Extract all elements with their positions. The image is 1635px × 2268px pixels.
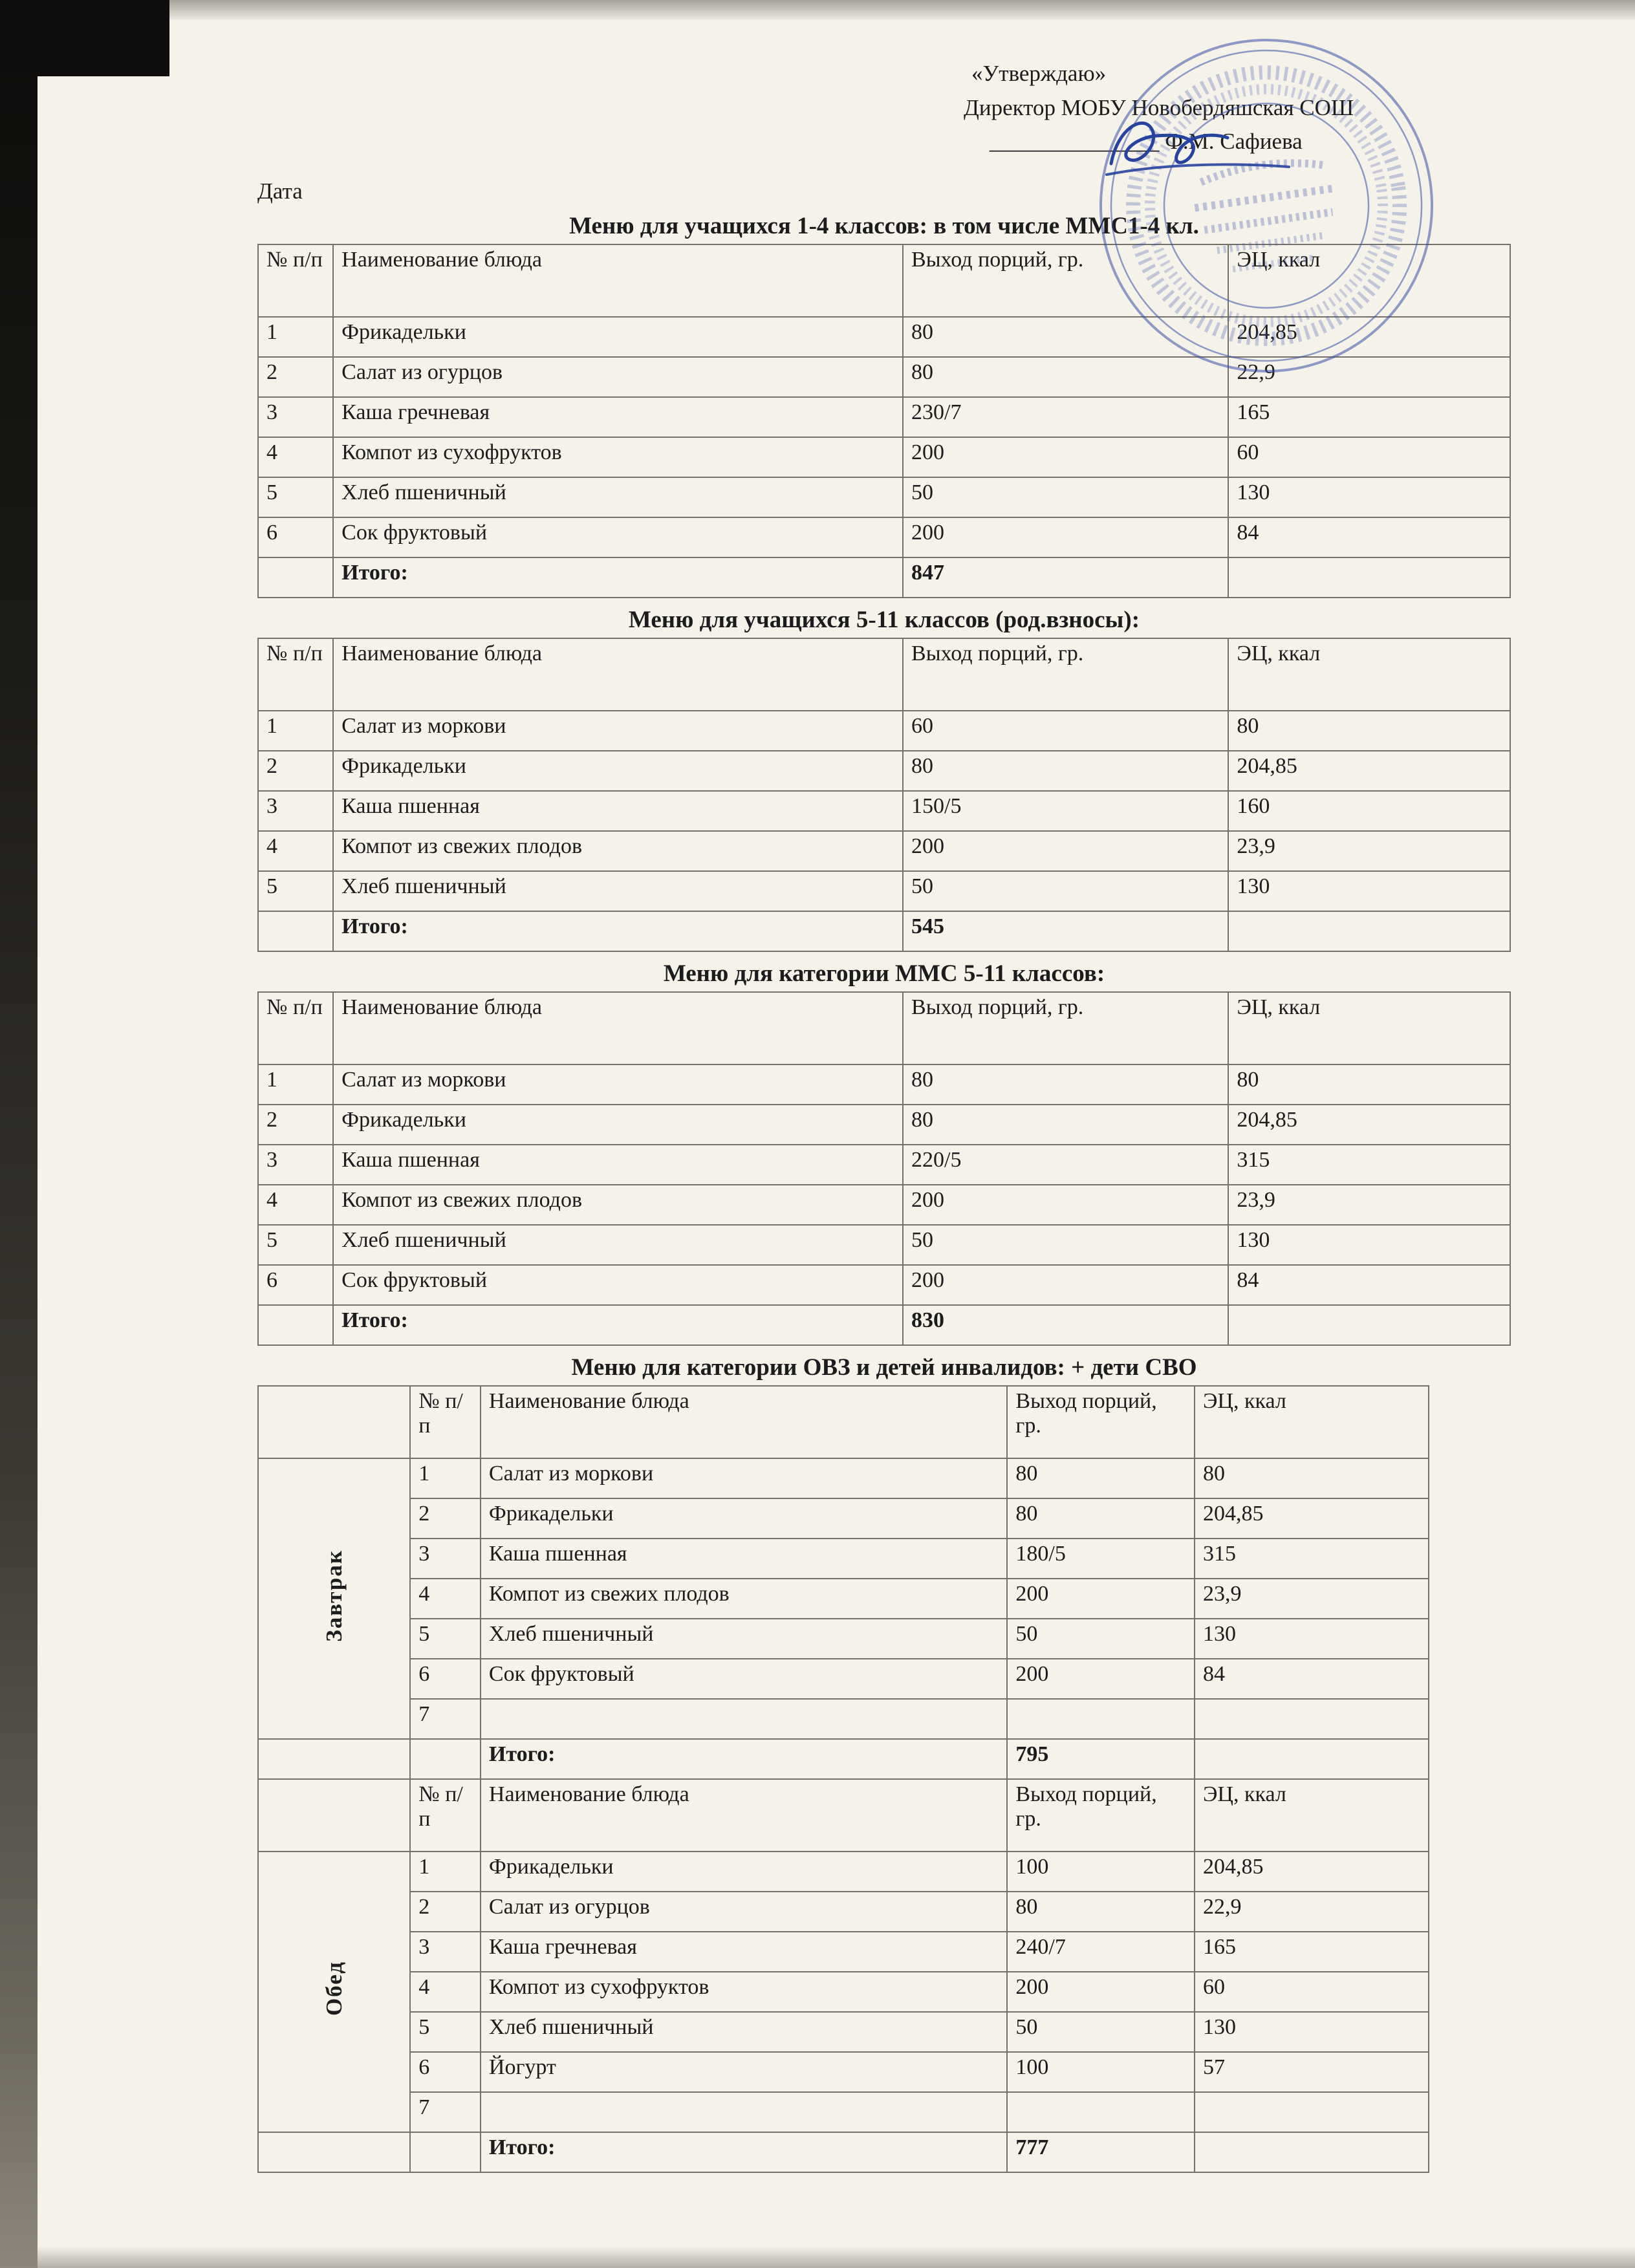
table-cell: 165	[1228, 397, 1510, 437]
table-cell	[1195, 1699, 1429, 1739]
table-row	[258, 1498, 1429, 1539]
table-cell: Компот из сухофруктов	[333, 437, 903, 477]
total-row	[258, 911, 1510, 951]
table-row	[258, 517, 1510, 557]
table-cell: 80	[1007, 1498, 1195, 1539]
table-cell: 315	[1195, 1539, 1429, 1579]
total-value: 830	[903, 1305, 1228, 1345]
total-row	[258, 557, 1510, 598]
total-value: 545	[903, 911, 1228, 951]
table-cell	[410, 1739, 481, 1779]
table-cell: 50	[903, 1225, 1228, 1265]
table-row	[258, 1932, 1429, 1972]
approval-signature-line	[964, 125, 1511, 159]
table-cell: 1	[410, 1458, 481, 1498]
table-cell: Салат из моркови	[481, 1458, 1008, 1498]
table-title-mmc-5-11: Меню для категории ММС 5-11 классов:	[663, 960, 1105, 987]
table-cell: Фрикадельки	[481, 1852, 1008, 1892]
table-cell: 80	[903, 357, 1228, 397]
table-row	[258, 2052, 1429, 2092]
table-cell: 200	[1007, 1659, 1195, 1699]
table-cell: 57	[1195, 2052, 1429, 2092]
total-value: 777	[1007, 2132, 1195, 2172]
table-cell: 22,9	[1228, 357, 1510, 397]
table-cell: 200	[903, 831, 1228, 871]
column-header: Наименование блюда	[333, 638, 903, 711]
column-header: Наименование блюда	[481, 1386, 1008, 1458]
table-cell: 5	[410, 2012, 481, 2052]
scan-edge-top	[0, 0, 1635, 19]
table-cell: 204,85	[1228, 1105, 1510, 1145]
table-cell: 200	[1007, 1579, 1195, 1619]
table-cell: 50	[903, 871, 1228, 911]
table-cell: 1	[258, 711, 333, 751]
table-cell	[1228, 1305, 1510, 1345]
table-cell: 80	[1007, 1458, 1195, 1498]
table-cell: 6	[258, 517, 333, 557]
meal-spacer-cell	[258, 2132, 410, 2172]
table-cell: Хлеб пшеничный	[481, 1619, 1008, 1659]
table-header-row	[258, 992, 1510, 1064]
table-cell: 6	[410, 2052, 481, 2092]
table-cell: Каша гречневая	[333, 397, 903, 437]
table-title-ovz-svo: Меню для категории ОВЗ и детей инвалидов: + дети СВО	[571, 1354, 1197, 1381]
column-header: Наименование блюда	[333, 244, 903, 317]
table-cell: Каша гречневая	[481, 1932, 1008, 1972]
meal-label: Обед	[321, 1961, 347, 2016]
table-header-row	[258, 244, 1510, 317]
table-cell: Сок фруктовый	[481, 1659, 1008, 1699]
column-header: № п/п	[258, 992, 333, 1064]
table-header-row	[258, 1386, 1429, 1458]
table-cell: 4	[258, 1185, 333, 1225]
table-header-row	[258, 1779, 1429, 1852]
table-row	[258, 711, 1510, 751]
table-cell: 7	[410, 1699, 481, 1739]
table-row	[258, 477, 1510, 517]
table-cell: 84	[1228, 517, 1510, 557]
table-cell: 5	[410, 1619, 481, 1659]
table-cell: 220/5	[903, 1145, 1228, 1185]
table-cell: Йогурт	[481, 2052, 1008, 2092]
table-cell	[258, 911, 333, 951]
table-cell: 200	[903, 437, 1228, 477]
table-title-1-4: Меню для учащихся 1-4 классов: в том числе ММС1-4 кл.	[569, 212, 1199, 239]
table-row	[258, 1699, 1429, 1739]
scan-corner-black	[0, 0, 169, 76]
table-row	[258, 317, 1510, 357]
signature-blank: _______________	[990, 129, 1160, 154]
table-cell: 4	[410, 1579, 481, 1619]
table-cell: 204,85	[1228, 751, 1510, 791]
table-row	[258, 357, 1510, 397]
table-cell: 50	[1007, 1619, 1195, 1659]
table-cell: 180/5	[1007, 1539, 1195, 1579]
table-cell: Фрикадельки	[481, 1498, 1008, 1539]
table-cell: 2	[258, 1105, 333, 1145]
table-cell: Салат из огурцов	[481, 1892, 1008, 1932]
table-cell	[258, 1305, 333, 1345]
document-content	[257, 57, 1511, 2173]
table-cell: 80	[1007, 1892, 1195, 1932]
table-cell: 50	[1007, 2012, 1195, 2052]
column-header: Наименование блюда	[333, 992, 903, 1064]
approval-director-line: Директор МОБУ Новобердяшская СОШ	[964, 94, 1354, 120]
column-header: Наименование блюда	[481, 1779, 1008, 1852]
menu-table-ovz-svo	[257, 1385, 1429, 2173]
total-row	[258, 1305, 1510, 1345]
total-row	[258, 1739, 1429, 1779]
column-header: ЭЦ, ккал	[1195, 1779, 1429, 1852]
table-cell: 200	[903, 1185, 1228, 1225]
table-cell: 1	[258, 1064, 333, 1105]
table-cell: 130	[1228, 477, 1510, 517]
table-cell	[1228, 557, 1510, 598]
table-cell: 80	[903, 1105, 1228, 1145]
table-cell: 100	[1007, 1852, 1195, 1892]
table-cell: 165	[1195, 1932, 1429, 1972]
table-cell: 23,9	[1195, 1579, 1429, 1619]
table-row	[258, 1265, 1510, 1305]
table-row	[258, 397, 1510, 437]
table-cell: 7	[410, 2092, 481, 2132]
table-row	[258, 871, 1510, 911]
column-header: Выход порций, гр.	[903, 638, 1228, 711]
table-cell: Салат из огурцов	[333, 357, 903, 397]
column-header: № п/п	[410, 1386, 481, 1458]
table-cell: 5	[258, 477, 333, 517]
table-cell: 60	[1228, 437, 1510, 477]
table-cell: Компот из свежих плодов	[333, 831, 903, 871]
table-cell	[481, 2092, 1008, 2132]
table-cell	[1007, 1699, 1195, 1739]
table-cell: Хлеб пшеничный	[481, 2012, 1008, 2052]
table-cell: 2	[410, 1498, 481, 1539]
table-cell: 1	[258, 317, 333, 357]
table-cell: 230/7	[903, 397, 1228, 437]
table-cell: 80	[903, 1064, 1228, 1105]
meal-label-cell	[258, 1852, 410, 2132]
table-cell	[410, 2132, 481, 2172]
total-label: Итого:	[333, 1305, 903, 1345]
scan-edge-left	[0, 0, 38, 2268]
table-cell	[1007, 2092, 1195, 2132]
signer-name: Ф.М. Сафиева	[1165, 129, 1303, 154]
table-row	[258, 1064, 1510, 1105]
table-row	[258, 1579, 1429, 1619]
menu-table-1-4	[257, 244, 1511, 598]
table-cell: 200	[903, 517, 1228, 557]
table-row	[258, 2092, 1429, 2132]
meal-spacer-cell	[258, 1779, 410, 1852]
meal-label: Завтрак	[321, 1549, 347, 1642]
total-label: Итого:	[333, 557, 903, 598]
column-header: Выход порций, гр.	[903, 992, 1228, 1064]
table-cell: 60	[903, 711, 1228, 751]
column-header: № п/п	[258, 638, 333, 711]
table-cell: 200	[903, 1265, 1228, 1305]
scan-edge-bottom	[0, 2246, 1635, 2268]
table-row	[258, 1539, 1429, 1579]
column-header: Выход порций, гр.	[903, 244, 1228, 317]
table-cell: 80	[903, 751, 1228, 791]
table-cell: Хлеб пшеничный	[333, 1225, 903, 1265]
table-cell: 80	[903, 317, 1228, 357]
table-cell: 1	[410, 1852, 481, 1892]
table-title-5-11-paid: Меню для учащихся 5-11 классов (род.взносы):	[628, 606, 1140, 633]
table-cell: 2	[410, 1892, 481, 1932]
column-header: Выход порций, гр.	[1007, 1779, 1195, 1852]
table-cell: Каша пшенная	[333, 1145, 903, 1185]
table-cell	[1228, 911, 1510, 951]
total-label: Итого:	[333, 911, 903, 951]
table-cell: 100	[1007, 2052, 1195, 2092]
table-row	[258, 1972, 1429, 2012]
table-row	[258, 437, 1510, 477]
table-cell: 84	[1195, 1659, 1429, 1699]
table-cell: Компот из свежих плодов	[481, 1579, 1008, 1619]
table-cell: 6	[258, 1265, 333, 1305]
table-row	[258, 1458, 1429, 1498]
table-cell: 315	[1228, 1145, 1510, 1185]
table-cell: 204,85	[1228, 317, 1510, 357]
total-value: 847	[903, 557, 1228, 598]
table-cell: 3	[410, 1932, 481, 1972]
table-cell: 2	[258, 357, 333, 397]
table-cell: Сок фруктовый	[333, 1265, 903, 1305]
approval-word: «Утверждаю»	[971, 61, 1107, 86]
column-header: ЭЦ, ккал	[1228, 992, 1510, 1064]
table-cell	[481, 1699, 1008, 1739]
table-row	[258, 1145, 1510, 1185]
table-cell: 4	[258, 437, 333, 477]
table-cell: Салат из моркови	[333, 1064, 903, 1105]
table-cell: Хлеб пшеничный	[333, 871, 903, 911]
meal-spacer-cell	[258, 1386, 410, 1458]
table-cell: 2	[258, 751, 333, 791]
table-cell	[1195, 2132, 1429, 2172]
table-cell: 130	[1195, 2012, 1429, 2052]
table-cell: Каша пшенная	[481, 1539, 1008, 1579]
table-cell: 130	[1195, 1619, 1429, 1659]
table-cell: Хлеб пшеничный	[333, 477, 903, 517]
meal-label-cell	[258, 1458, 410, 1739]
total-label: Итого:	[481, 1739, 1008, 1779]
table-cell: Салат из моркови	[333, 711, 903, 751]
table-row	[258, 751, 1510, 791]
table-cell: 204,85	[1195, 1852, 1429, 1892]
table-row	[258, 1105, 1510, 1145]
table-cell: 130	[1228, 1225, 1510, 1265]
column-header: № п/п	[258, 244, 333, 317]
table-header-row	[258, 638, 1510, 711]
column-header: Выход порций, гр.	[1007, 1386, 1195, 1458]
table-cell: 3	[258, 791, 333, 831]
total-value: 795	[1007, 1739, 1195, 1779]
table-row	[258, 831, 1510, 871]
approval-block	[964, 57, 1511, 159]
table-cell: 50	[903, 477, 1228, 517]
table-cell: 204,85	[1195, 1498, 1429, 1539]
table-cell: 4	[410, 1972, 481, 2012]
table-cell: 60	[1195, 1972, 1429, 2012]
table-cell: 4	[258, 831, 333, 871]
table-cell: 3	[258, 1145, 333, 1185]
table-cell: 84	[1228, 1265, 1510, 1305]
column-header: ЭЦ, ккал	[1228, 244, 1510, 317]
table-cell: 240/7	[1007, 1932, 1195, 1972]
table-cell: Фрикадельки	[333, 317, 903, 357]
table-cell: Компот из сухофруктов	[481, 1972, 1008, 2012]
table-row	[258, 1619, 1429, 1659]
table-cell: 200	[1007, 1972, 1195, 2012]
table-cell	[1195, 2092, 1429, 2132]
table-cell: 6	[410, 1659, 481, 1699]
table-cell: 150/5	[903, 791, 1228, 831]
table-cell: 23,9	[1228, 831, 1510, 871]
table-cell: Компот из свежих плодов	[333, 1185, 903, 1225]
table-row	[258, 1659, 1429, 1699]
table-row	[258, 1225, 1510, 1265]
menu-table-mmc-5-11	[257, 991, 1511, 1346]
table-cell: 160	[1228, 791, 1510, 831]
table-cell: 23,9	[1228, 1185, 1510, 1225]
menu-table-5-11-paid	[257, 638, 1511, 952]
total-label: Итого:	[481, 2132, 1008, 2172]
table-row	[258, 1185, 1510, 1225]
table-cell: Каша пшенная	[333, 791, 903, 831]
table-cell	[258, 557, 333, 598]
table-cell: 80	[1228, 1064, 1510, 1105]
table-cell: 80	[1195, 1458, 1429, 1498]
table-cell: Сок фруктовый	[333, 517, 903, 557]
table-cell: 80	[1228, 711, 1510, 751]
table-row	[258, 1892, 1429, 1932]
table-cell: 3	[410, 1539, 481, 1579]
table-cell: Фрикадельки	[333, 1105, 903, 1145]
date-label: Дата	[257, 178, 303, 204]
table-cell: 22,9	[1195, 1892, 1429, 1932]
table-cell: 5	[258, 871, 333, 911]
table-cell: 130	[1228, 871, 1510, 911]
table-cell: 3	[258, 397, 333, 437]
table-cell: 5	[258, 1225, 333, 1265]
table-cell	[1195, 1739, 1429, 1779]
column-header: ЭЦ, ккал	[1195, 1386, 1429, 1458]
meal-spacer-cell	[258, 1739, 410, 1779]
table-row	[258, 2012, 1429, 2052]
column-header: № п/п	[410, 1779, 481, 1852]
table-row	[258, 1852, 1429, 1892]
column-header: ЭЦ, ккал	[1228, 638, 1510, 711]
total-row	[258, 2132, 1429, 2172]
table-row	[258, 791, 1510, 831]
table-cell: Фрикадельки	[333, 751, 903, 791]
